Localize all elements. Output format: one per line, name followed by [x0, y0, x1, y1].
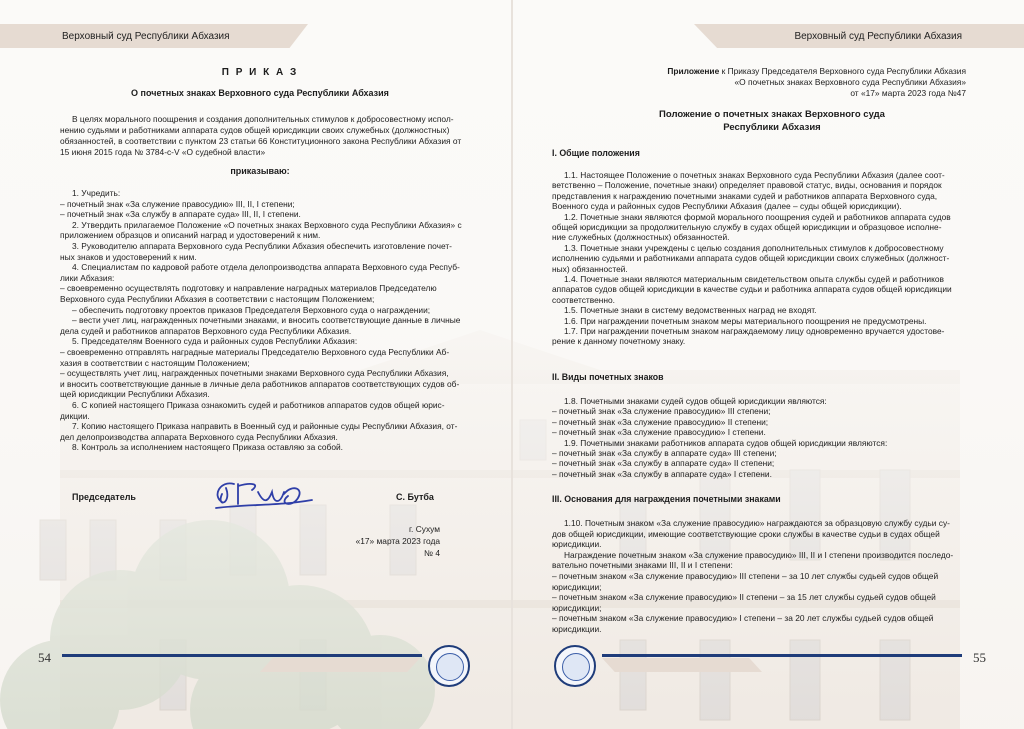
section-1-line: 1.2. Почетные знаки являются формой морального поощрения судей и работников аппарата судов	[564, 211, 951, 222]
section-1-line: представления к награждению почетными знаками судей и работников аппарата Верховного суда,	[552, 190, 938, 201]
section-1-line: Военного суда и районных судов Республики Абхазия (далее – суды общей юрисдикции).	[552, 201, 902, 212]
order-item-line: 4. Специалистам по кадровой работе отдела делопроизводства аппарата Верховного суда Респуб-	[72, 262, 460, 273]
regulation-title-1: Положение о почетных знаках Верховного суда	[659, 109, 885, 120]
order-item-line: – почетный знак «За служение правосудию» III, II, I степени;	[60, 198, 295, 209]
order-item-line: лики Абхазия:	[60, 272, 115, 283]
order-item-line: 5. Председателям Военного суда и районных судов Республики Абхазия:	[72, 336, 358, 347]
appendix-line: «О почетных знаках Верховного суда Республики Абхазия»	[734, 77, 966, 87]
order-item-line: – осуществлять учет лиц, награжденных почетными знаками Верховного суда Республики Абхазия,	[60, 368, 449, 379]
section-1-line: рение к данному почетному знаку.	[552, 336, 686, 347]
section-1-line: исполнению судьями и работниками аппарата судов общей юрисдикции своих служебных (должност-	[552, 253, 950, 264]
order-word: приказываю:	[230, 166, 290, 176]
section-3-line: – почетным знаком «За служение правосудию» I степени – за 20 лет службы судьей судов общей	[552, 613, 934, 624]
order-subheading: О почетных знаках Верховного суда Республики Абхазия	[131, 88, 389, 98]
order-item-line: дел делопроизводства аппарата Верховного суда Республики Абхазия.	[60, 431, 338, 442]
order-item-line: дела судей и работников аппаратов Верховного суда Республики Абхазия.	[60, 325, 352, 336]
section-3-line: 1.10. Почетным знаком «За служение правосудию» награждаются за образцовую службу судьи су-	[564, 518, 950, 528]
order-place: г. Сухум	[409, 524, 440, 534]
signature-icon	[208, 474, 318, 516]
left-header-title: Верховный суд Республики Абхазия	[62, 31, 230, 42]
section-1-line: соответственно.	[552, 294, 615, 305]
court-emblem-icon	[554, 645, 596, 687]
section-1-line: 1.4. Почетные знаки являются материальным свидетельством опыта службы судей и работников	[564, 274, 944, 284]
order-item-line: 1. Учредить:	[72, 188, 121, 198]
order-item-line: – своевременно осуществлять подготовку и направление наградных материалов Председателю	[60, 283, 437, 294]
order-item-line: 7. Копию настоящего Приказа направить в Военный суд и районные суды Республики Абхазия, от-	[72, 421, 458, 432]
order-item-line: ных знаков и удостоверений к ним.	[60, 251, 197, 262]
section-1-line: общей юрисдикции за продолжительную службу в судах общей юрисдикции и образцовое исполне-	[552, 222, 942, 232]
section-2-heading: II. Виды почетных знаков	[552, 372, 664, 382]
regulation-title-2: Республики Абхазия	[723, 122, 821, 133]
section-1-line: 1.3. Почетные знаки учреждены с целью создания дополнительных стимулов к добросовестному	[564, 242, 944, 253]
section-3-heading: III. Основания для награждения почетными знаками	[552, 494, 781, 504]
appendix-line: Приложение к Приказу Председателя Верховного суда Республики Абхазия	[667, 66, 966, 76]
order-item-line: щей юрисдикции Республики Абхазия.	[60, 389, 210, 400]
preamble-line: В целях морального поощрения и создания дополнительных стимулов к добросовестному испол-	[72, 114, 454, 124]
section-1-line: 1.1. Настоящее Положение о почетных знаках Верховного суда Республики Абхазия (далее соот-	[564, 170, 945, 180]
section-3-line: юрисдикции.	[552, 539, 602, 550]
section-3-line: дов общей юрисдикции, имеющие соответствующие сроки службы в качестве судьи в судах общей	[552, 528, 940, 539]
section-1-line: 1.6. При награждении почетным знаком меры материального поощрения не предусмотрены.	[564, 315, 927, 326]
appendix-bold-word: Приложение	[667, 66, 720, 76]
left-page-number: 54	[38, 650, 51, 665]
section-3-line: юрисдикции.	[552, 624, 602, 634]
section-2-line: 1.8. Почетными знаками судей судов общей юрисдикции являются:	[564, 396, 827, 406]
order-item-line: и вносить соответствующие данные в личные дела работников аппаратов соответствующих судов об-	[60, 378, 460, 389]
preamble-line: нению судьями и работниками аппарата судов общей юрисдикции своих служебных (должностных)	[60, 125, 450, 135]
right-footer-band	[602, 658, 762, 672]
left-footer-line	[62, 654, 422, 657]
preamble-line: 15 июня 2015 года № 3784-с-V «О судебной власти»	[60, 147, 266, 157]
right-header-title: Верховный суд Республики Абхазия	[794, 31, 962, 42]
section-1-line: 1.7. При награждении почетным знаком награждаемому лицу одновременно вручается удостове-	[564, 326, 945, 336]
right-footer-line	[602, 654, 962, 657]
court-emblem-icon	[428, 645, 470, 687]
preamble-line: обязанностей, в соответствии с пунктом 23 статьи 66 Конституционного закона Республики Абхазия от	[60, 136, 462, 146]
right-page-number: 55	[973, 650, 986, 665]
section-1-line: ных) обязанностей.	[552, 263, 628, 274]
order-item-line: – обеспечить подготовку проектов приказов Председателя Верховного суда о награждении;	[72, 304, 431, 315]
section-2-line: – почетный знак «За служение правосудию» II степени;	[552, 416, 769, 427]
section-2-line: – почетный знак «За службу в аппарате суда» I степени.	[552, 468, 772, 479]
section-3-line: – почетным знаком «За служение правосудию» II степени – за 15 лет службы судьей судов общей	[552, 592, 936, 603]
section-1-heading: I. Общие положения	[552, 148, 640, 158]
left-footer-band	[260, 658, 420, 672]
signature-role: Председатель	[72, 492, 136, 502]
order-item-line: дикции.	[60, 410, 90, 421]
section-2-line: – почетный знак «За службу в аппарате суда» II степени;	[552, 458, 775, 469]
order-item-line: хазия в соответствии с настоящим Положением;	[60, 357, 250, 368]
order-item-line: – вести учет лиц, награжденных почетными знаками, и вносить соответствующие данные в личные	[72, 315, 461, 326]
section-3-line: юрисдикции;	[552, 602, 602, 613]
order-item-line: 2. Утвердить прилагаемое Положение «О почетных знаках Верховного суда Республики Абхазия» с	[72, 219, 462, 230]
order-item-line: приложением образцов и описаний наград и удостоверений к ним.	[60, 230, 321, 241]
section-1-line: ветственно – Положение, почетные знаки) определяет правовой статус, виды, основания и порядок	[552, 180, 942, 191]
section-2-line: – почетный знак «За служение правосудию» I степени.	[552, 427, 766, 438]
appendix-line: от «17» марта 2023 года №47	[850, 88, 966, 98]
order-date: «17» марта 2023 года	[355, 536, 440, 546]
section-1-line: аппаратов судов общей юрисдикции в качестве судьи и работника аппарата судов общей юрисдикции	[552, 284, 952, 295]
signature-name: С. Бутба	[396, 492, 434, 502]
section-1-line: 1.5. Почетные знаки в систему ведомственных наград не входят.	[564, 305, 817, 316]
section-2-line: 1.9. Почетными знаками работников аппарата судов общей юрисдикции являются:	[564, 437, 888, 448]
section-1-line: ние служебных (должностных) обязанностей.	[552, 232, 730, 243]
section-2-line: – почетный знак «За служение правосудию» III степени;	[552, 406, 771, 417]
section-3-line: юрисдикции;	[552, 581, 602, 592]
order-number: № 4	[424, 548, 440, 558]
section-3-line: Награждение почетным знаком «За служение правосудию» III, II и I степени производится последо-	[564, 549, 954, 560]
section-2-line: – почетный знак «За службу в аппарате суда» III степени;	[552, 448, 777, 458]
right-page	[512, 0, 1024, 729]
order-item-line: Верховного суда Республики Абхазия в соответствии с настоящим Положением;	[60, 294, 375, 304]
order-heading: П Р И К А З	[221, 67, 299, 78]
order-item-line: – почетный знак «За службу в аппарате суда» III, II, I степени.	[60, 209, 301, 220]
order-item-line: 6. С копией настоящего Приказа ознакомить судей и работников аппаратов судов общей юрис-	[72, 400, 445, 410]
order-item-line: 8. Контроль за исполнением настоящего Приказа оставляю за собой.	[72, 442, 343, 453]
order-item-line: 3. Руководителю аппарата Верховного суда Республики Абхазия обеспечить изготовление почет-	[72, 241, 452, 251]
section-3-line: вательно почетными знаками III, II и I степени:	[552, 560, 733, 571]
order-item-line: – своевременно отправлять наградные материалы Председателю Верховного суда Республики Аб-	[60, 347, 450, 357]
section-3-line: – почетным знаком «За служение правосудию» III степени – за 10 лет службы судьей судов общей	[552, 571, 939, 581]
